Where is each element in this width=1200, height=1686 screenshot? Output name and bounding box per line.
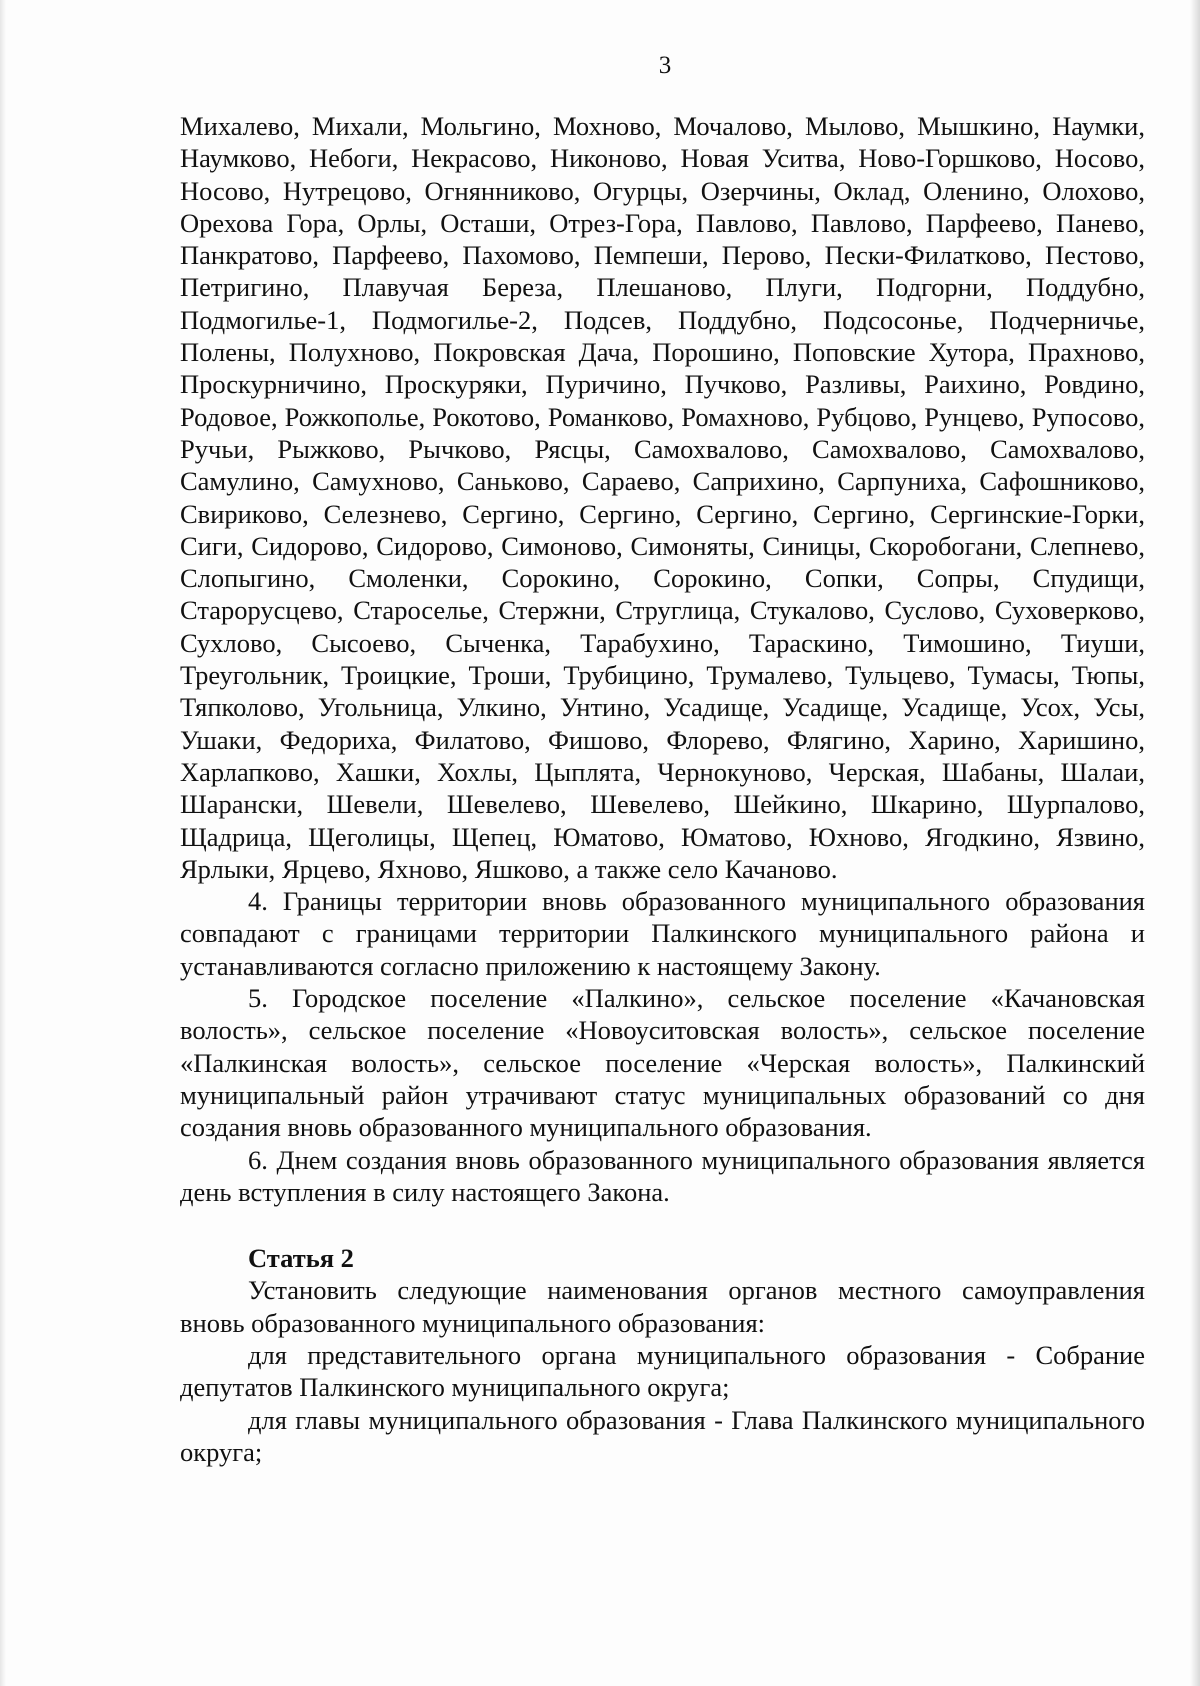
clause-5-paragraph: 5. Городское поселение «Палкино», сельское поселение «Качановская волость», сельское поселение «Новоуситовская волость», сельское поселение «Палкинская волость», сельское поселение «Черская волость», Палкинский муниципальный район утрачивают статус муниципальных образований со дня создания вновь образованного муниципального образования.	[180, 983, 1145, 1143]
scan-edge-left	[0, 0, 6, 1686]
article-2-head-of-municipality: для главы муниципального образования - Глава Палкинского муниципального округа;	[180, 1404, 1145, 1467]
document-body	[180, 110, 1145, 1468]
page-number: 3	[658, 52, 672, 79]
article-2-heading: Статья 2	[248, 1243, 354, 1274]
scan-edge-right	[1190, 0, 1200, 1686]
article-2-intro: Установить следующие наименования органов местного самоуправления вновь образованного муниципального образования:	[180, 1275, 1145, 1338]
section-spacer	[180, 1208, 1145, 1242]
settlements-list-paragraph: Михалево, Михали, Мольгино, Мохново, Мочалово, Мылово, Мышкино, Наумки, Наумково, Небоги, Некрасово, Никоново, Новая Уситва, Ново-Горшково, Носово, Носово, Нутрецово, Огнянниково, Огурцы, Озерчины, Оклад, Оленино, Олохово, Орехова Гора, Орлы, Осташи, Отрез-Гора, Павлово, Павлово, Парфеево, Панево, Панкратово, Парфеево, Пахомово, Пемпеши, Перово, Пески-Филатково, Пестово, Петригино, Плавучая Береза, Плешаново, Плуги, Подгорни, Поддубно, Подмогилье-1, Подмогилье-2, Подсев, Поддубно, Подсосонье, Подчерничье, Полены, Полухново, Покровская Дача, Порошино, Поповские Хутора, Прахново, Проскурничино, Проскуряки, Пуричино, Пучково, Разливы, Раихино, Ровдино, Родовое, Рожкополье, Рокотово, Романково, Ромахново, Рубцово, Рунцево, Рупосово, Ручьи, Рыжково, Рычково, Рясцы, Самохвалово, Самохвалово, Самохвалово, Самулино, Самухново, Саньково, Сараево, Саприхино, Сарпуниха, Сафошниково, Свириково, Селезнево, Сергино, Сергино, Сергино, Сергино, Сергинские-Горки, Сиги, Сидорово, Сидорово, Симоново, Симоняты, Синицы, Скоробогани, Слепнево, Слопыгино, Смоленки, Сорокино, Сорокино, Сопки, Сопры, Спудищи, Старорусцево, Староселье, Стержни, Струглица, Стукалово, Суслово, Суховерково, Сухлово, Сысоево, Сыченка, Тарабухино, Тараскино, Тимошино, Тиуши, Треугольник, Троицкие, Троши, Трубицино, Трумалево, Тульцево, Тумасы, Тюпы, Тяпколово, Угольница, Улкино, Унтино, Усадище, Усадище, Усадище, Усох, Усы, Ушаки, Федориха, Филатово, Фишово, Флорево, Флягино, Харино, Харишино, Харлапково, Хашки, Хохлы, Цыплята, Чернокуново, Черская, Шабаны, Шалаи, Шарански, Шевели, Шевелево, Шевелево, Шейкино, Шкарино, Шурпалово, Щадрица, Щеголицы, Щепец, Юматово, Юматово, Юхново, Ягодкино, Язвино, Ярлыки, Ярцево, Яхново, Яшково, а также село Качаново.	[180, 111, 1145, 884]
clause-4-paragraph: 4. Границы территории вновь образованного муниципального образования совпадают с границами территории Палкинского муниципального района и устанавливаются согласно приложению к настоящему Закону.	[180, 886, 1145, 981]
article-2-representative-body: для представительного органа муниципального образования - Собрание депутатов Палкинского муниципального округа;	[180, 1339, 1145, 1403]
clause-6-paragraph: 6. Днем создания вновь образованного муниципального образования является день вступления в силу настоящего Закона.	[180, 1144, 1145, 1207]
